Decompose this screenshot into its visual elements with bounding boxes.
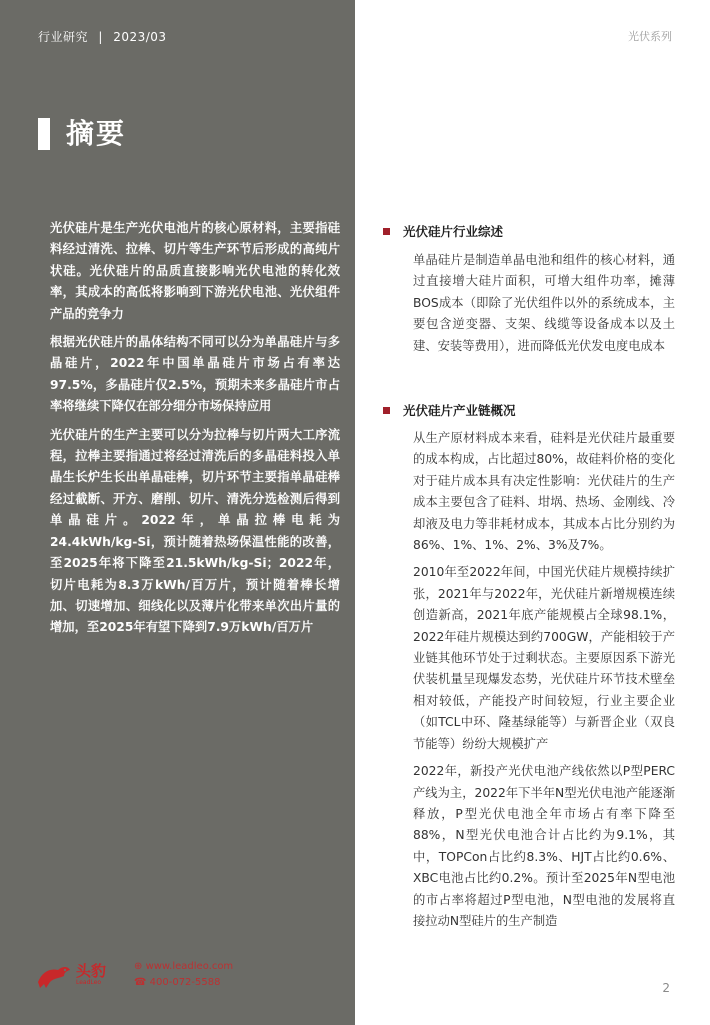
website-text: www.leadleo.com	[145, 961, 234, 972]
section-industry-chain	[383, 401, 683, 938]
report-header	[38, 28, 167, 45]
logo-name: 头豹	[76, 962, 107, 980]
section-body	[413, 250, 675, 357]
section-industry-overview	[383, 222, 683, 363]
report-series: 光伏系列	[628, 30, 672, 43]
title-bar-icon	[38, 118, 50, 150]
summary-paragraph: 根据光伏硅片的晶体结构不同可以分为单晶硅片与多晶硅片，2022年中国单晶硅片市场占有率达97.5%，多晶硅片仅2.5%，预期未来多晶硅片市占率将继续下降仅在部分细分市场保持应用	[50, 335, 340, 414]
summary-paragraph: 光伏硅片的生产主要可以分为拉棒与切片两大工序流程，拉棒主要指通过将经过清洗后的多晶硅料投入单晶生长炉生长出单晶硅棒，切片环节主要指单晶硅棒经过截断、开方、磨削、切片、清洗分选检测后得到单晶硅片。2022年，单晶拉棒电耗为24.4kWh/kg-Si，预计随着热场保温性能的改善，至2025年将下降至21.5kWh/kg-Si；2022年，切片电耗为8.3万kWh/百万片，预计随着棒长增加、切速增加、细线化以及薄片化带来单次出片量的增加，至2025年有望下降到7.9万kWh/百万片	[50, 427, 340, 635]
section-body	[413, 428, 675, 932]
logo-website	[134, 961, 233, 972]
section-paragraph: 2010年至2022年间，中国光伏硅片规模持续扩张，2021年与2022年，光伏硅片新增规模连续创造新高，2021年底产能规模占全球98.1%，2022年硅片规模达到约700GW，产能相较于产业链其他环节处于过剩状态。主要原因系下游光伏装机量呈现爆发态势，光伏硅片环节技术壁垒相对较低，产能投产时间较短，行业主要企业（如TCL中环、隆基绿能等）与新晋企业（双良节能等）纷纷大规模扩产	[413, 565, 675, 751]
section-title: 光伏硅片行业综述	[403, 224, 504, 239]
section-title: 光伏硅片产业链概况	[403, 403, 516, 418]
report-date: 2023/03	[113, 30, 167, 44]
section-header	[383, 401, 683, 423]
company-logo	[36, 958, 336, 994]
leopard-logo-icon	[36, 962, 72, 990]
section-bullet-icon	[383, 228, 390, 235]
header-separator: |	[98, 30, 103, 44]
phone-text: 400-072-5588	[149, 977, 221, 988]
section-paragraph: 2022年，新投产光伏电池产线依然以P型PERC产线为主，2022年下半年N型光伏电池产能逐渐释放，P型光伏电池全年市场占有率下降至88%，N型光伏电池合计占比约为9.1%，其中，TOPCon占比约8.3%、HJT占比约0.6%、XBC电池占比约0.2%。预计至2025年N型电池的市占率将超过P型电池，N型电池的发展将直接拉动N型硅片的生产制造	[413, 764, 675, 928]
summary-text	[50, 218, 340, 646]
page-title: 摘要	[66, 117, 127, 150]
section-paragraph: 单晶硅片是制造单晶电池和组件的核心材料，通过直接增大硅片面积，可增大组件功率，摊薄BOS成本（即除了光伏组件以外的系统成本，主要包含逆变器、支架、线缆等设备成本以及土建、安装等费用），进而降低光伏发电度电成本	[413, 253, 675, 353]
section-header	[383, 222, 683, 244]
section-paragraph: 从生产原材料成本来看，硅料是光伏硅片最重要的成本构成，占比超过80%，故硅料价格的变化对于硅片成本具有决定性影响：光伏硅片的生产成本主要包含了硅料、坩埚、热场、金刚线、冷却液及电力等非耗材成本，其成本占比分别约为86%、1%、1%、2%、3%及7%。	[413, 431, 675, 553]
page-number: 2	[662, 981, 670, 995]
logo-phone	[134, 977, 220, 988]
report-type: 行业研究	[38, 30, 89, 44]
section-bullet-icon	[383, 407, 390, 414]
globe-icon: ⊕	[134, 961, 146, 972]
phone-icon: ☎	[134, 977, 150, 988]
summary-paragraph: 光伏硅片是生产光伏电池片的核心原材料，主要指硅料经过清洗、拉棒、切片等生产环节后形成的高纯片状硅。光伏硅片的品质直接影响光伏电池的转化效率，其成本的高低将影响到下游光伏电池、光伏组件产品的竞争力	[50, 221, 340, 321]
logo-subtitle: LeadLeo	[76, 979, 102, 986]
